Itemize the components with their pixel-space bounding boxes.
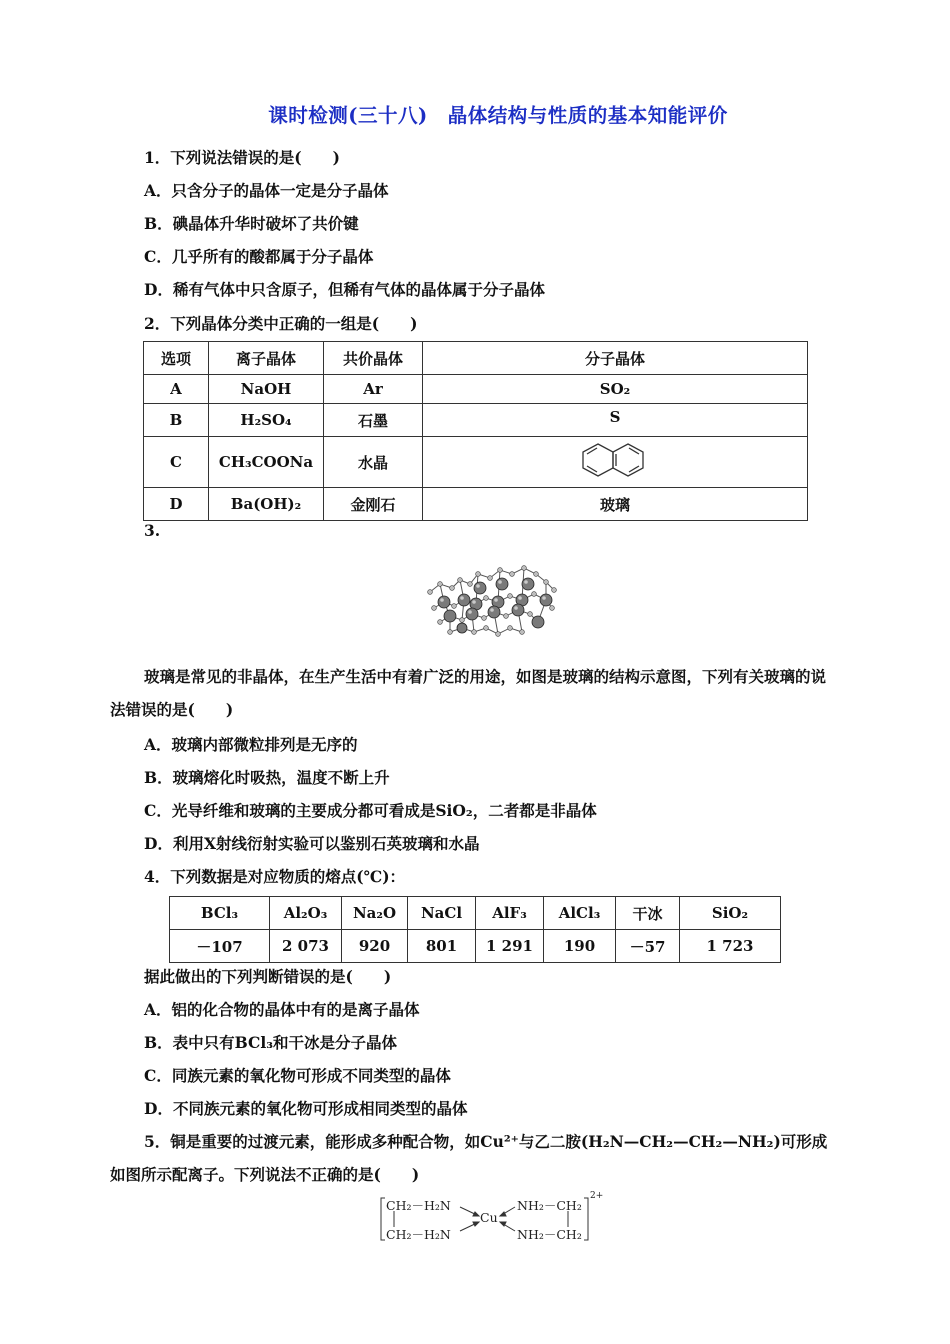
- question-4-option-b: B．表中只有BCl₃和干冰是分子晶体: [144, 1033, 398, 1052]
- table-cell-covalent: Ar: [324, 375, 423, 404]
- table-row: [170, 930, 781, 963]
- table-row: [144, 404, 808, 437]
- question-3-number: 3.: [144, 521, 161, 540]
- melting-point-cell: 1 723: [680, 930, 781, 963]
- table-row: [144, 488, 808, 521]
- formula-left-top: CH₂－H₂N: [386, 1198, 451, 1213]
- naphthalene-structure: [580, 440, 650, 480]
- table-cell-molecular: SO₂: [423, 375, 808, 404]
- table-row: [144, 437, 808, 488]
- melting-point-cell: －57: [616, 930, 680, 963]
- question-1-option-c: C．几乎所有的酸都属于分子晶体: [144, 247, 374, 266]
- formula-right-bottom: NH₂－CH₂: [517, 1227, 582, 1242]
- table-cell-option: C: [144, 437, 209, 488]
- table-cell-covalent: 水晶: [324, 437, 423, 488]
- substance-cell: 干冰: [616, 897, 680, 930]
- complex-ion-formula: [378, 1191, 608, 1242]
- question-3-option-d: D．利用X射线衍射实验可以鉴别石英玻璃和水晶: [144, 834, 480, 853]
- page-title: 课时检测(三十八) 晶体结构与性质的基本知能评价: [268, 104, 728, 127]
- table-header-covalent: 共价晶体: [324, 342, 423, 375]
- question-3-stem: 玻璃是常见的非晶体，在生产生活中有着广泛的用途，如图是玻璃的结构示意图，下列有关玻璃的说法错误的是( ): [110, 667, 827, 719]
- table-header-option: 选项: [144, 342, 209, 375]
- table-cell-option: A: [144, 375, 209, 404]
- formula-charge: 2+: [590, 1191, 604, 1201]
- question-4-option-a: A．铝的化合物的晶体中有的是离子晶体: [144, 1000, 420, 1019]
- question-5-stem: 5．铜是重要的过渡元素，能形成多种配合物，如Cu²⁺与乙二胺(H₂N—CH₂—CH₂—NH₂)可形成如图所示配离子。下列说法不正确的是( ): [110, 1132, 828, 1184]
- table-cell-covalent: 金刚石: [324, 488, 423, 521]
- formula-center-cu: Cu: [480, 1210, 498, 1225]
- table-header-ionic: 离子晶体: [209, 342, 324, 375]
- substance-cell: AlF₃: [476, 897, 544, 930]
- table-cell-ionic: Ba(OH)₂: [209, 488, 324, 521]
- melting-point-cell: 2 073: [270, 930, 342, 963]
- question-4-stem: 4．下列数据是对应物质的熔点(℃)：: [144, 867, 406, 886]
- table-cell-molecular: 玻璃: [423, 488, 808, 521]
- table-cell-ionic: NaOH: [209, 375, 324, 404]
- glass-structure-diagram: [420, 544, 560, 649]
- formula-left-bottom: CH₂－H₂N: [386, 1227, 451, 1242]
- melting-point-cell: 801: [408, 930, 476, 963]
- melting-point-cell: 1 291: [476, 930, 544, 963]
- question-3-option-a: A．玻璃内部微粒排列是无序的: [144, 735, 358, 754]
- question-4-question: 据此做出的下列判断错误的是( ): [144, 967, 392, 986]
- table-cell-option: D: [144, 488, 209, 521]
- question-1-option-a: A．只含分子的晶体一定是分子晶体: [144, 181, 389, 200]
- crystal-classification-table: [143, 341, 808, 521]
- substance-cell: SiO₂: [680, 897, 781, 930]
- substance-cell: NaCl: [408, 897, 476, 930]
- table-header-molecular: 分子晶体: [423, 342, 808, 375]
- substance-cell: Al₂O₃: [270, 897, 342, 930]
- melting-point-cell: 920: [342, 930, 408, 963]
- table-cell-molecular: S: [423, 404, 808, 437]
- table-row: [170, 897, 781, 930]
- table-cell-molecular: [423, 437, 808, 488]
- question-1-stem: 1．下列说法错误的是( ): [144, 148, 340, 167]
- table-cell-covalent: 石墨: [324, 404, 423, 437]
- table-row: [144, 375, 808, 404]
- table-cell-ionic: H₂SO₄: [209, 404, 324, 437]
- question-2-stem: 2．下列晶体分类中正确的一组是( ): [144, 314, 418, 333]
- substance-cell: Na₂O: [342, 897, 408, 930]
- table-cell-option: B: [144, 404, 209, 437]
- table-cell-ionic: CH₃COONa: [209, 437, 324, 488]
- question-1-option-d: D．稀有气体中只含原子，但稀有气体的晶体属于分子晶体: [144, 280, 545, 299]
- substance-cell: BCl₃: [170, 897, 270, 930]
- melting-point-cell: 190: [544, 930, 616, 963]
- question-4-option-c: C．同族元素的氧化物可形成不同类型的晶体: [144, 1066, 451, 1085]
- substance-cell: AlCl₃: [544, 897, 616, 930]
- melting-point-cell: －107: [170, 930, 270, 963]
- melting-point-table: [169, 896, 781, 963]
- question-1-option-b: B．碘晶体升华时破坏了共价键: [144, 214, 359, 233]
- question-3-option-b: B．玻璃熔化时吸热，温度不断上升: [144, 768, 390, 787]
- question-4-option-d: D．不同族元素的氧化物可形成相同类型的晶体: [144, 1099, 468, 1118]
- question-3-option-c: C．光导纤维和玻璃的主要成分都可看成是SiO₂，二者都是非晶体: [144, 801, 597, 820]
- formula-right-top: NH₂－CH₂: [517, 1198, 582, 1213]
